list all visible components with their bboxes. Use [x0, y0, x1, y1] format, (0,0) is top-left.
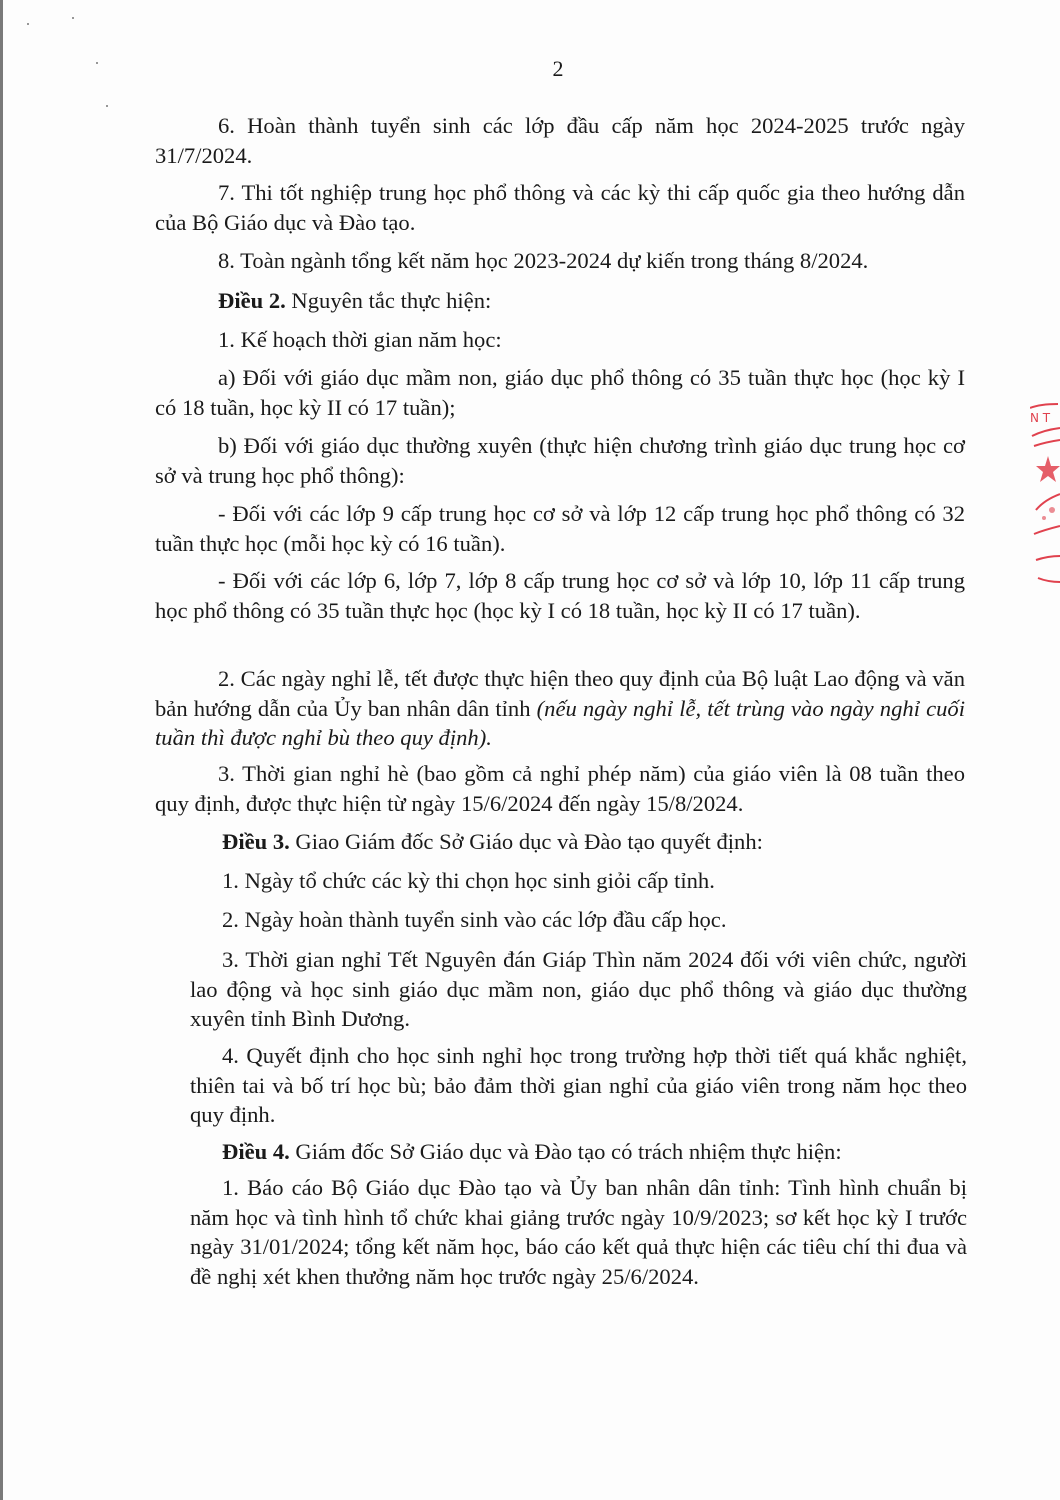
article-2-item-1b: b) Đối với giáo dục thường xuyên (thực hiện chương trình giáo dục trung học cơ sở và trung học phổ thông): [155, 433, 965, 488]
paragraph-item-6: 6. Hoàn thành tuyển sinh các lớp đầu cấp năm học 2024-2025 trước ngày 31/7/2024. [155, 113, 965, 168]
article-2-item-1: 1. Kế hoạch thời gian năm học: [218, 327, 502, 352]
article-2-item-1a: a) Đối với giáo dục mầm non, giáo dục phổ thông có 35 tuần thực học (học kỳ I có 18 tuần, học kỳ II có 17 tuần); [155, 365, 965, 420]
article-2-item-1b-bullet-2: - Đối với các lớp 6, lớp 7, lớp 8 cấp trung học cơ sở và lớp 10, lớp 11 cấp trung học phổ thông có 35 tuần thực học (học kỳ I có 18 tuần, học kỳ II có 17 tuần). [155, 568, 965, 623]
article-3-heading: Điều 3. Giao Giám đốc Sở Giáo dục và Đào tạo quyết định: [222, 829, 763, 854]
red-seal-stamp-fragment [1030, 396, 1060, 586]
page-number: 2 [552, 56, 564, 81]
article-3-item-4: 4. Quyết định cho học sinh nghỉ học trong trường hợp thời tiết quá khắc nghiệt, thiên tai và bố trí học bù; bảo đảm thời gian nghỉ của giáo viên trong năm học theo quy định. [190, 1043, 967, 1127]
article-2-item-3: 3. Thời gian nghỉ hè (bao gồm cả nghỉ phép năm) của giáo viên là 08 tuần theo quy định, được thực hiện từ ngày 15/6/2024 đến ngày 15/8/2024. [155, 761, 965, 816]
article-3-item-3: 3. Thời gian nghỉ Tết Nguyên đán Giáp Thìn năm 2024 đối với viên chức, người lao động và học sinh giáo dục mầm non, giáo dục phổ thông và giáo dục thường xuyên tỉnh Bình Dương. [190, 947, 967, 1031]
scan-speck [106, 105, 108, 107]
article-2-item-2: 2. Các ngày nghỉ lễ, tết được thực hiện theo quy định của Bộ luật Lao động và văn bản hướng dẫn của Ủy ban nhân dân tỉnh (nếu ngày nghỉ lễ, tết trùng vào ngày nghỉ cuối tuần thì được nghỉ bù theo quy định). [155, 666, 965, 750]
scan-left-edge [0, 0, 3, 1500]
paragraph-item-8: 8. Toàn ngành tổng kết năm học 2023-2024 dự kiến trong tháng 8/2024. [218, 248, 869, 273]
article-2-item-1b-bullet-1: - Đối với các lớp 9 cấp trung học cơ sở và lớp 12 cấp trung học phổ thông có 32 tuần thực học (mỗi học kỳ có 16 tuần). [155, 501, 965, 556]
scan-speck [27, 23, 29, 25]
svg-text:N T: N T [1030, 411, 1051, 425]
article-3-item-2: 2. Ngày hoàn thành tuyển sinh vào các lớp đầu cấp học. [222, 907, 727, 932]
article-4-item-1: 1. Báo cáo Bộ Giáo dục Đào tạo và Ủy ban nhân dân tỉnh: Tình hình chuẩn bị năm học và tình hình tổ chức khai giảng trước ngày 10/9/2023; sơ kết học kỳ I trước ngày 31/01/2024; tổng kết năm học, báo cáo kết quả thực hiện các tiêu chí thi đua và đề nghị xét khen thưởng năm học trước ngày 25/6/2024. [190, 1175, 967, 1289]
paragraph-item-7: 7. Thi tốt nghiệp trung học phổ thông và các kỳ thi cấp quốc gia theo hướng dẫn của Bộ Giáo dục và Đào tạo. [155, 180, 965, 235]
scan-speck [72, 17, 74, 19]
article-3-item-1: 1. Ngày tổ chức các kỳ thi chọn học sinh giỏi cấp tỉnh. [222, 868, 715, 893]
article-2-heading: Điều 2. Nguyên tắc thực hiện: [218, 288, 492, 313]
article-4-heading: Điều 4. Giám đốc Sở Giáo dục và Đào tạo có trách nhiệm thực hiện: [222, 1139, 842, 1164]
